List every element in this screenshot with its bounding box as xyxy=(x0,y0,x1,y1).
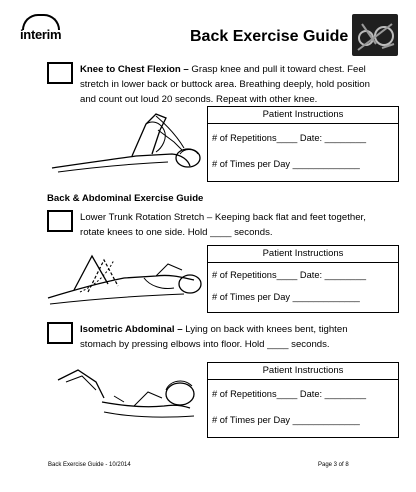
repetitions-date-field[interactable]: # of Repetitions____ Date: ________ xyxy=(212,389,367,399)
exercise-1-line2: stretch in lower back or buttock area. Breathing deeply, hold position xyxy=(80,79,370,90)
exercise-2-line1: Lower Trunk Rotation Stretch – Keeping back flat and feet together, xyxy=(80,212,366,223)
repetitions-date-field[interactable]: # of Repetitions____ Date: ________ xyxy=(212,133,367,143)
patient-instructions-title: Patient Instructions xyxy=(208,107,398,124)
exercise-2-instructions xyxy=(80,210,410,240)
section-heading: Back & Abdominal Exercise Guide xyxy=(47,193,204,204)
exercise-1-instructions xyxy=(80,62,410,107)
exercise-3-line2: stomach by pressing elbows into floor. Hold ____ seconds. xyxy=(80,339,330,350)
exercise-1-name: Knee to Chest Flexion – xyxy=(80,64,189,75)
exercise-3-name: Isometric Abdominal – xyxy=(80,324,183,335)
logo-wordmark: interim xyxy=(20,27,62,42)
exercise-3-instructions xyxy=(80,322,410,352)
exercise-1-line1: Grasp knee and pull it toward chest. Feel xyxy=(188,64,366,75)
repetitions-date-field[interactable]: # of Repetitions____ Date: ________ xyxy=(212,270,367,280)
isometric-abdominal-illustration xyxy=(44,362,204,428)
times-per-day-field[interactable]: # of Times per Day _____________ xyxy=(212,415,360,425)
times-per-day-field[interactable]: # of Times per Day _____________ xyxy=(212,159,360,169)
exercise-3-checkbox[interactable] xyxy=(47,322,73,344)
page-title: Back Exercise Guide xyxy=(190,28,349,45)
exercise-3-line1: Lying on back with knees bent, tighten xyxy=(182,324,348,335)
interim-logo xyxy=(20,14,60,42)
patient-instructions-box-3 xyxy=(207,362,399,438)
exercise-2-line2: rotate knees to one side. Hold ____ seconds. xyxy=(80,227,273,238)
knee-to-chest-illustration xyxy=(48,108,206,174)
footer-page-number: Page 3 of 8 xyxy=(318,462,349,468)
footer-left: Back Exercise Guide - 10/2014 xyxy=(48,462,131,468)
times-per-day-field[interactable]: # of Times per Day _____________ xyxy=(212,292,360,302)
lower-trunk-rotation-illustration xyxy=(44,246,206,308)
exercise-2-checkbox[interactable] xyxy=(47,210,73,232)
patient-instructions-box-2 xyxy=(207,245,399,313)
exercise-1-line3: and count out loud 20 seconds. Repeat with other knee. xyxy=(80,94,318,105)
patient-instructions-title: Patient Instructions xyxy=(208,246,398,263)
exercise-equipment-icon xyxy=(352,14,398,56)
patient-instructions-box-1 xyxy=(207,106,399,182)
patient-instructions-title: Patient Instructions xyxy=(208,363,398,380)
exercise-1-checkbox[interactable] xyxy=(47,62,73,84)
